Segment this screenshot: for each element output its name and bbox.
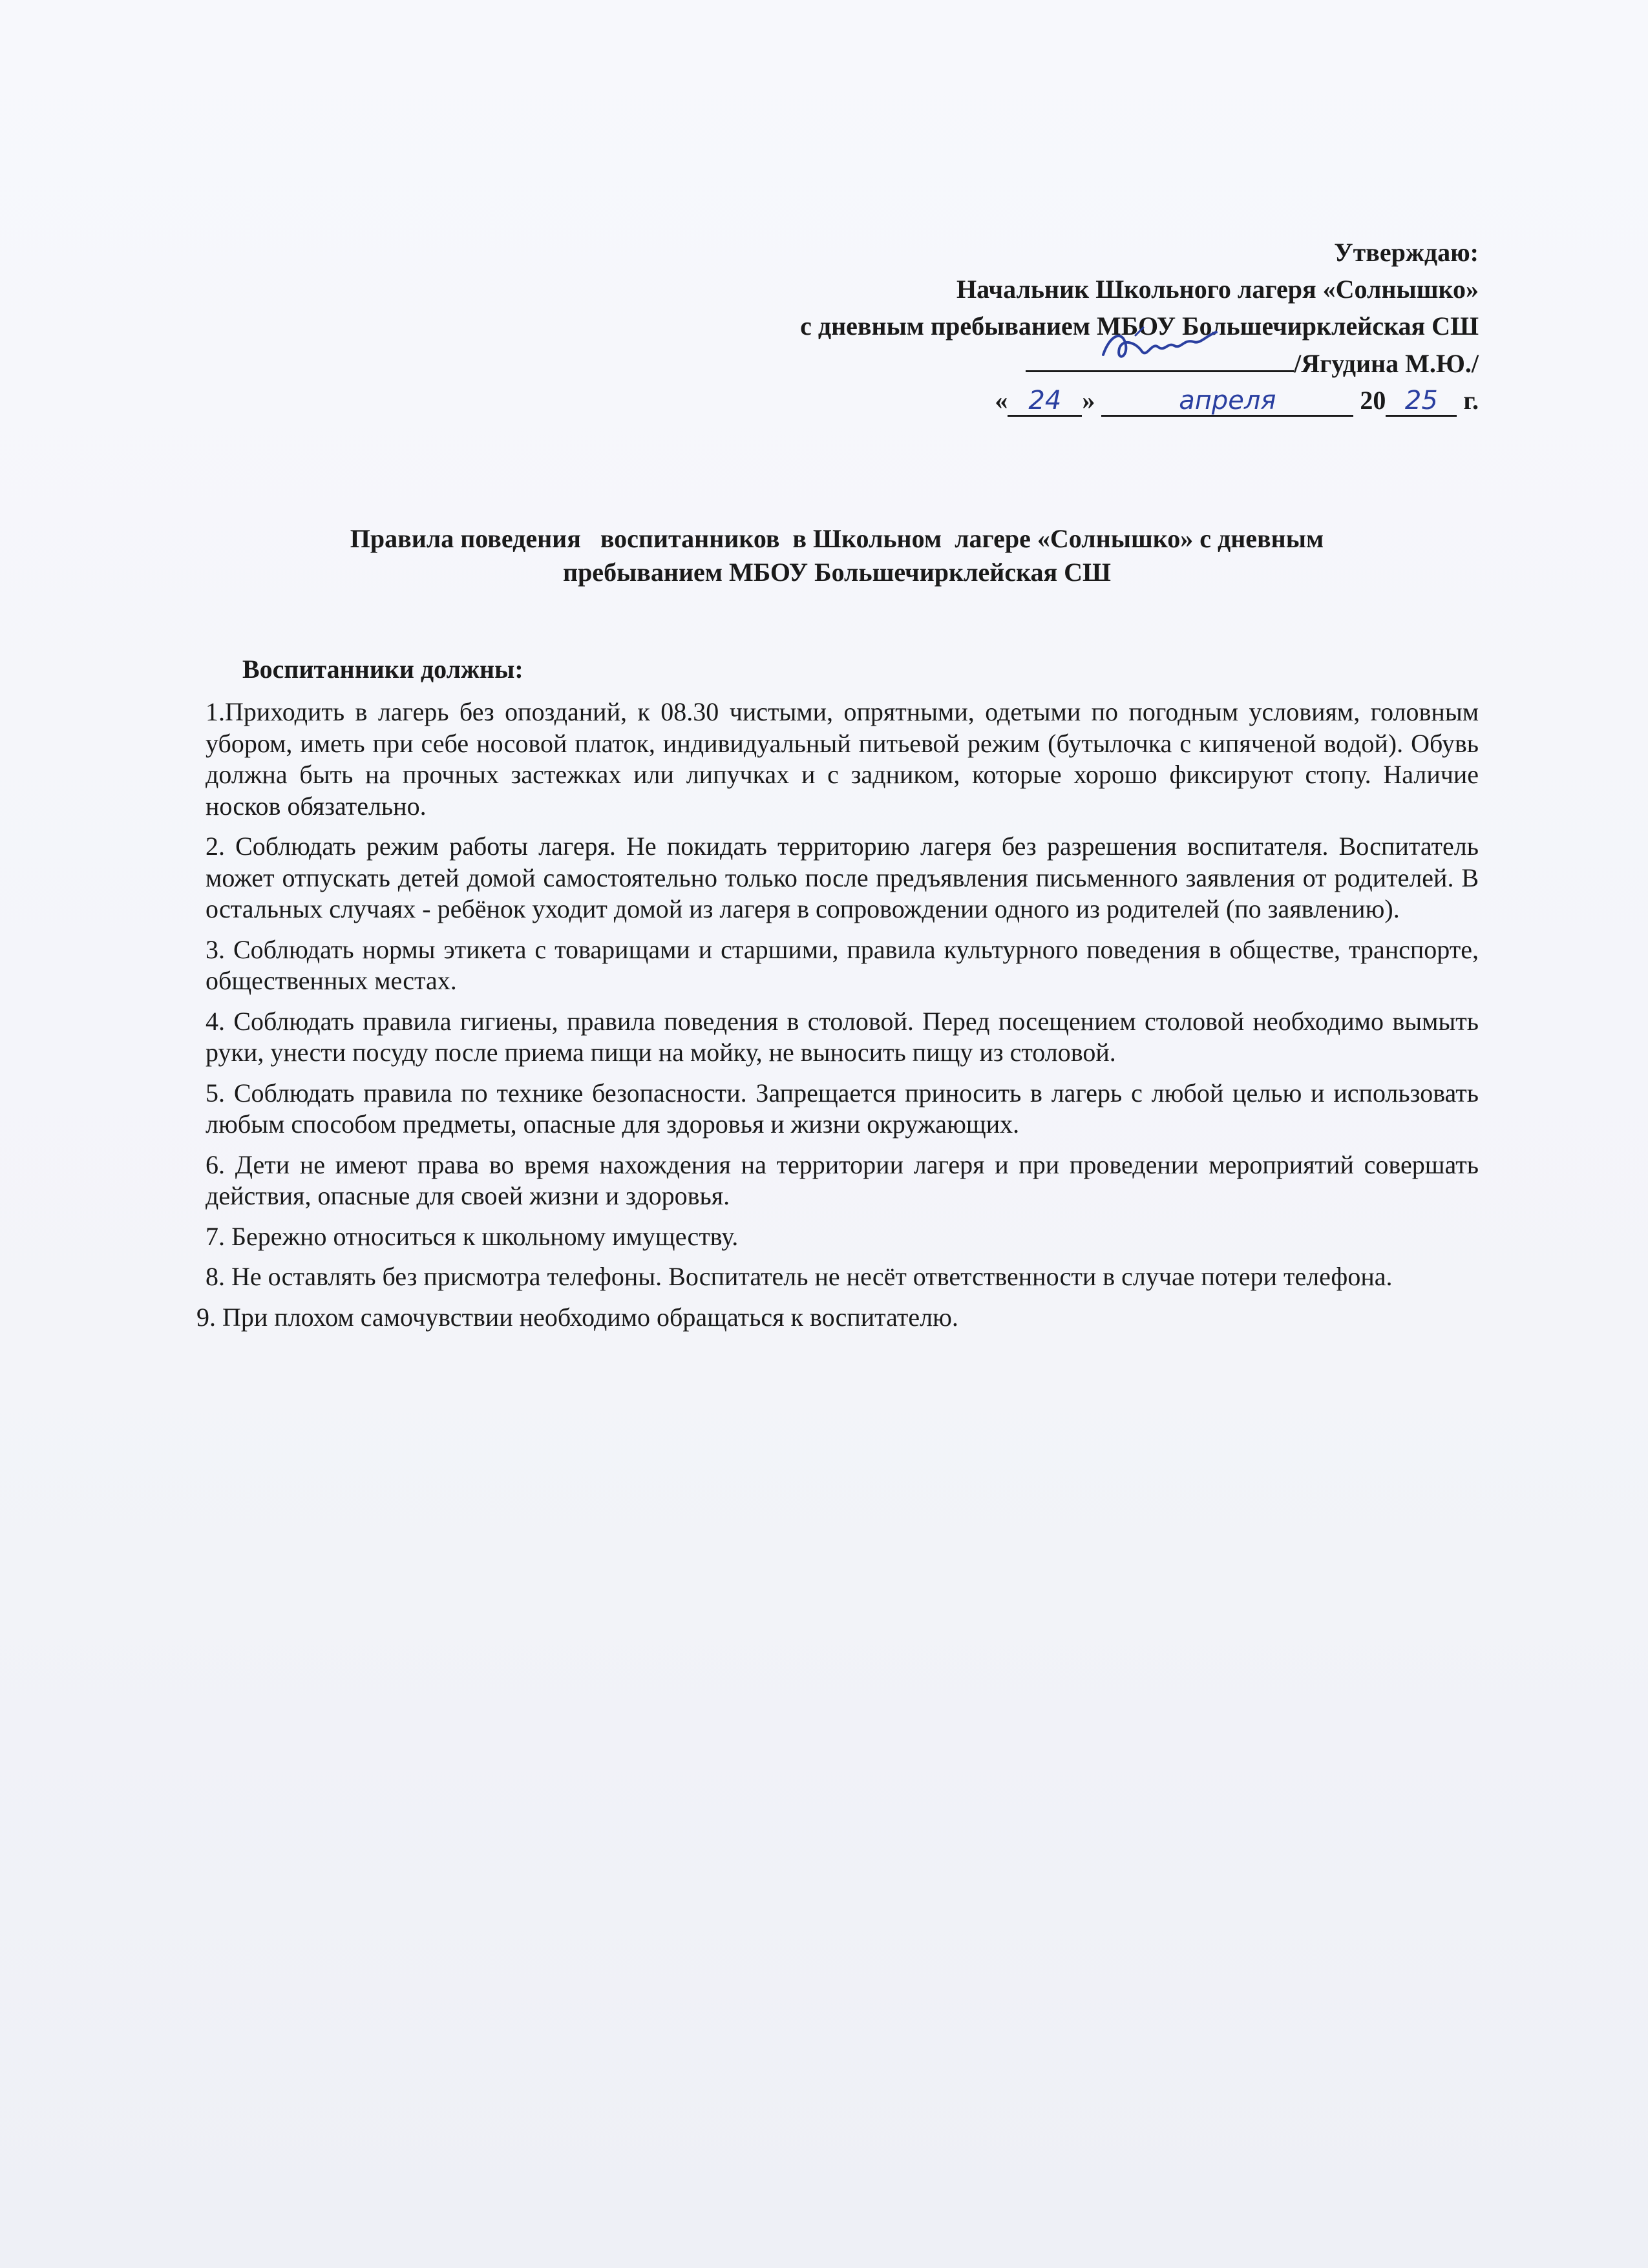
date-close-quote: » xyxy=(1082,386,1095,415)
approval-signature-line xyxy=(800,344,1479,382)
rule-item: 4. Соблюдать правила гигиены, правила поведения в столовой. Перед посещением столовой необходимо вымыть руки, унести посуду после приема пищи на мойку, не выносить пищу из столовой. xyxy=(206,1006,1479,1067)
title-line-2: пребыванием МБОУ Большечирклейская СШ xyxy=(563,558,1111,587)
rule-item: 2. Соблюдать режим работы лагеря. Не покидать территорию лагеря без разрешения воспитателя. Воспитатель может отпускать детей домой самостоятельно только после предъявления письменного заявления от родителей. В остальных случаях - ребёнок уходит домой из лагеря в сопровождении одного из родителей (по заявлению). xyxy=(206,832,1479,923)
date-month: апреля xyxy=(1101,386,1353,417)
document-title xyxy=(194,522,1480,589)
rule-item: 8. Не оставлять без присмотра телефоны. Воспитатель не несёт ответственности в случае потери телефона. xyxy=(206,1262,1393,1291)
date-year-suffix: 25 xyxy=(1386,386,1457,417)
approval-date xyxy=(800,382,1479,419)
date-year-unit: г. xyxy=(1463,386,1479,415)
rule-item: 9. При плохом самочувствии необходимо обращаться к воспитателю. xyxy=(196,1302,958,1332)
signature-field xyxy=(1026,344,1294,372)
rule-item: 6. Дети не имеют права во время нахождения на территории лагеря и при проведении мероприятий совершать действия, опасные для своей жизни и здоровья. xyxy=(206,1150,1479,1210)
rule-item: 7. Бережно относиться к школьному имуществу. xyxy=(206,1221,739,1251)
approval-position: Начальник Школьного лагеря «Солнышко» xyxy=(956,275,1479,304)
date-day: 24 xyxy=(1008,386,1082,417)
rule-item: 3. Соблюдать нормы этикета с товарищами и старшими, правила культурного поведения в обществе, транспорте, общественных местах. xyxy=(206,934,1479,995)
approver-name: /Ягудина М.Ю./ xyxy=(1294,349,1479,378)
handwritten-signature xyxy=(1097,322,1226,368)
approval-heading: Утверждаю: xyxy=(1334,238,1479,267)
rule-item: 5. Соблюдать правила по технике безопасности. Запрещается приносить в лагерь с любой целью и использовать любым способом предметы, опасные для здоровья и жизни окружающих. xyxy=(206,1078,1479,1139)
date-year-prefix: 20 xyxy=(1360,386,1386,415)
rule-item: 1.Приходить в лагерь без опозданий, к 08.30 чистыми, опрятными, одетыми по погодным условиям, головным убором, иметь при себе носовой платок, индивидуальный питьевой режим (бутылочка с кипяченой водой). Обувь должна быть на прочных застежках или липучках и с задником, которые хорошо фиксируют стопу. Наличие носков обязательно. xyxy=(206,697,1479,821)
title-line-1: Правила поведения воспитанников в Школьном лагере «Солнышко» с дневным xyxy=(350,524,1324,553)
date-open-quote: « xyxy=(995,386,1008,415)
rules-list xyxy=(196,697,1479,1342)
approval-block xyxy=(800,234,1479,419)
rules-subheading: Воспитанники должны: xyxy=(242,655,523,684)
approval-organization: с дневным пребыванием МБОУ Большечирклейская СШ xyxy=(800,311,1479,341)
